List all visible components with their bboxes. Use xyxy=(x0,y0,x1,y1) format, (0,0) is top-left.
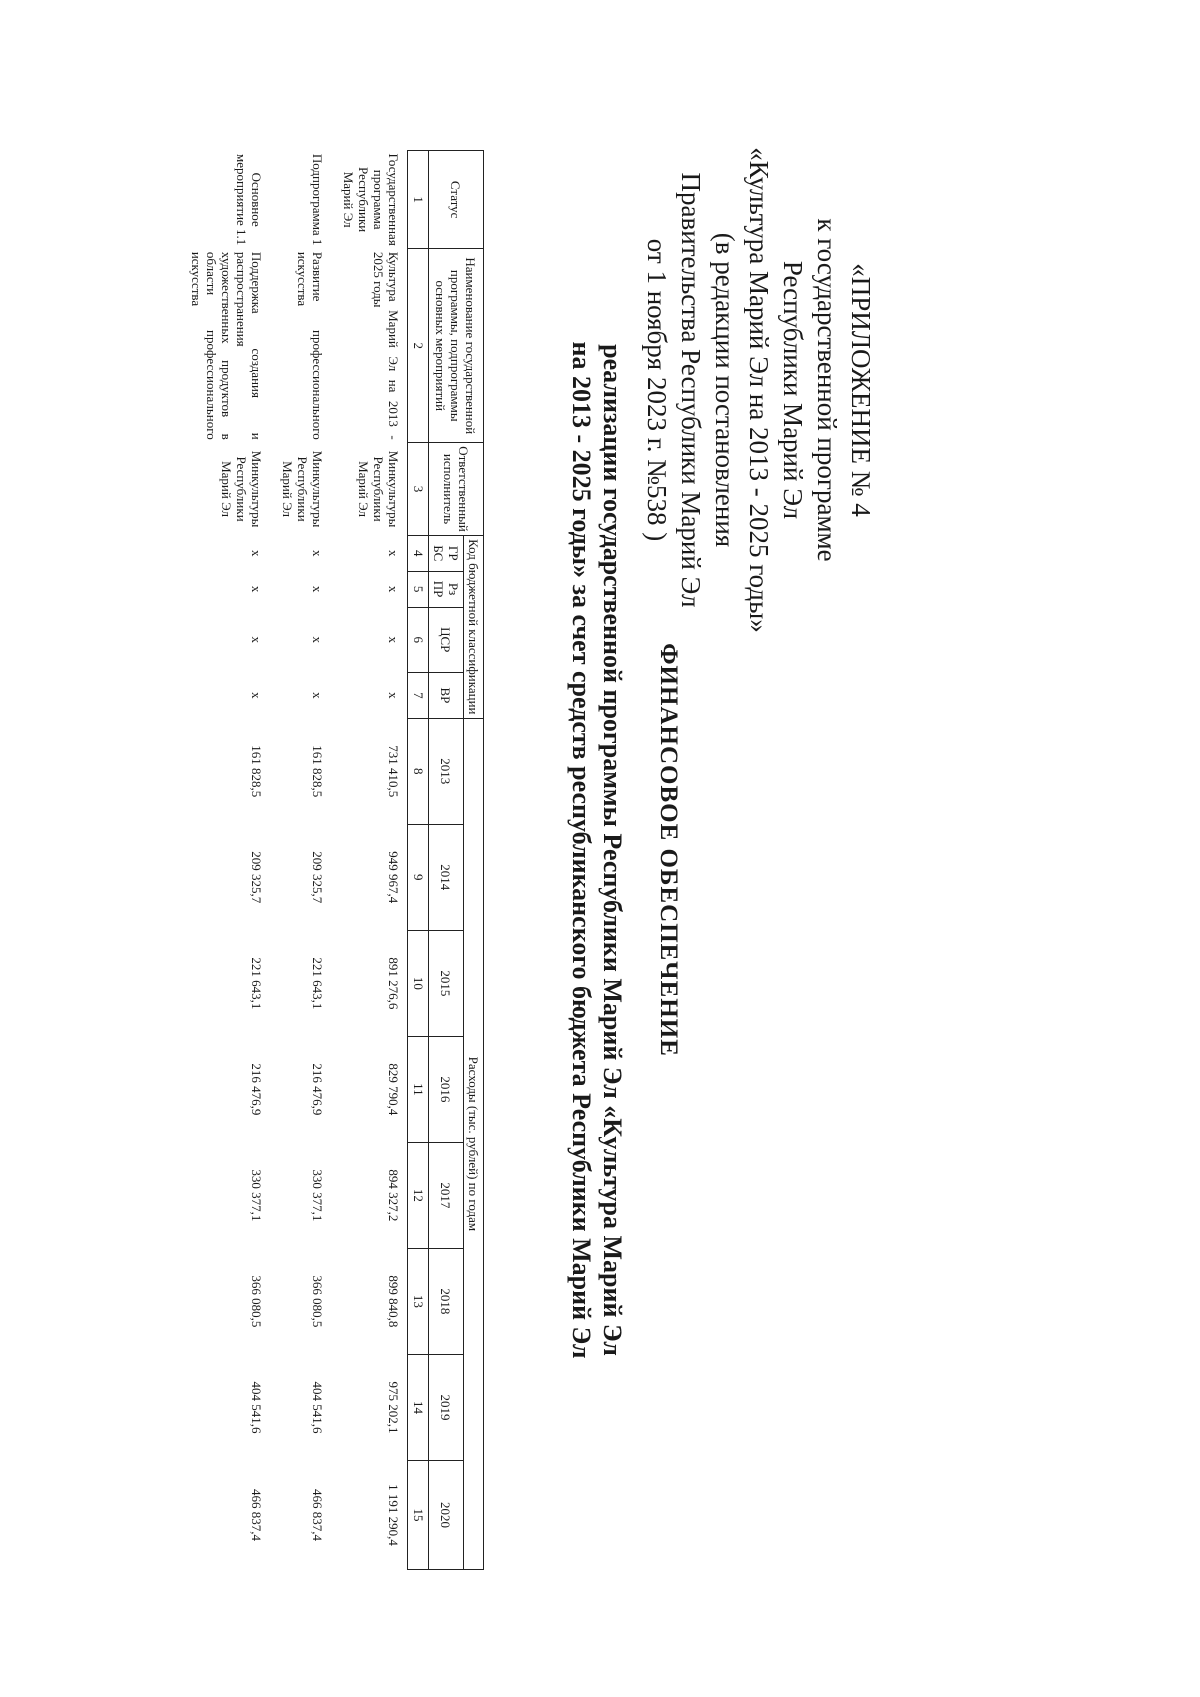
cell-rzpr: х xyxy=(249,585,264,593)
header-code-group: Код бюджетной классификации xyxy=(464,535,484,718)
table-row xyxy=(179,151,270,1570)
cell-value: 949 967,4 xyxy=(386,851,401,904)
cell-value: 899 840,8 xyxy=(386,1275,401,1328)
cell-value: 209 325,7 xyxy=(310,851,325,904)
cell-value: 216 476,9 xyxy=(249,1063,264,1116)
header-csr: ЦСР xyxy=(429,607,464,673)
table-row xyxy=(270,151,331,1570)
header-grbs: ГР БС xyxy=(429,535,464,571)
title-main: ФИНАНСОВОЕ ОБЕСПЕЧЕНИЕ xyxy=(655,643,682,1057)
header-year: 2018 xyxy=(429,1248,464,1354)
column-number: 8 xyxy=(408,718,429,824)
cell-value: 891 276,6 xyxy=(386,957,401,1010)
header-rzpr: Рз ПР xyxy=(429,571,464,607)
cell-status: Подпрограмма 1 xyxy=(310,153,325,246)
title-line-2: на 2013 - 2025 годы» за счет средств республиканского бюджета Республики Марий Эл xyxy=(567,341,596,1359)
cell-value: 221 643,1 xyxy=(249,957,264,1010)
cell-value: 366 080,5 xyxy=(249,1275,264,1328)
cell-csr: х xyxy=(249,636,264,644)
header-vr: ВР xyxy=(429,673,464,719)
table-row xyxy=(331,151,408,1570)
cell-value: 1 191 290,4 xyxy=(386,1484,401,1546)
cell-value: 829 790,4 xyxy=(386,1063,401,1116)
header-year: 2019 xyxy=(429,1354,464,1460)
cell-rzpr: х xyxy=(310,585,325,593)
appendix-line: Республики Марий Эл xyxy=(778,260,808,520)
column-number-row xyxy=(408,151,429,1570)
cell-vr: х xyxy=(386,692,401,699)
cell-value: 404 541,6 xyxy=(310,1381,325,1434)
cell-value: 161 828,5 xyxy=(249,745,264,798)
cell-executor: Минкультуры Республики Марий Эл xyxy=(219,450,264,528)
appendix-line: (в редакции постановления xyxy=(710,232,740,548)
cell-value: 894 327,2 xyxy=(386,1169,401,1222)
column-number: 12 xyxy=(408,1142,429,1248)
financial-table xyxy=(179,150,484,1570)
column-number: 11 xyxy=(408,1036,429,1142)
cell-value: 366 080,5 xyxy=(310,1275,325,1328)
column-number: 7 xyxy=(408,673,429,719)
appendix-line: «Культура Марий Эл на 2013 - 2025 годы» xyxy=(744,147,774,633)
header-year: 2015 xyxy=(429,930,464,1036)
header-year: 2016 xyxy=(429,1036,464,1142)
cell-value: 466 837,4 xyxy=(249,1488,264,1541)
cell-value: 209 325,7 xyxy=(249,851,264,904)
cell-name: Культура Марий Эл на 2013 - 2025 годы xyxy=(371,251,401,440)
column-number: 2 xyxy=(408,249,429,443)
cell-value: 161 828,5 xyxy=(310,745,325,798)
cell-status: Основное мероприятие 1.1 xyxy=(234,154,264,246)
header-year: 2013 xyxy=(429,718,464,824)
appendix-line: «ПРИЛОЖЕНИЕ № 4 xyxy=(846,263,876,517)
document-title xyxy=(566,200,682,1500)
cell-value: 330 377,1 xyxy=(310,1169,325,1222)
appendix-line: от 1 ноября 2023 г. №538 ) xyxy=(642,238,672,542)
appendix-line: Правительства Республики Марий Эл xyxy=(676,172,706,608)
cell-value: 731 410,5 xyxy=(386,745,401,798)
header-year: 2020 xyxy=(429,1460,464,1569)
column-number: 1 xyxy=(408,151,429,249)
cell-vr: х xyxy=(310,692,325,699)
column-number: 14 xyxy=(408,1354,429,1460)
cell-name: Поддержка создания и распространения художественных продуктов в области профессионального искусства xyxy=(189,251,264,440)
cell-value: 221 643,1 xyxy=(310,957,325,1010)
cell-grbs: х xyxy=(310,550,325,557)
column-number: 4 xyxy=(408,535,429,571)
header-status: Статус xyxy=(429,151,484,249)
header-year: 2017 xyxy=(429,1142,464,1248)
title-line-1: реализации государственной программы Республики Марий Эл «Культура Марий Эл xyxy=(598,344,627,1356)
header-expenses-group: Расходы (тыс. рублей) по годам xyxy=(464,718,484,1569)
cell-value: 975 202,1 xyxy=(386,1381,401,1434)
header-executor: Ответственный исполнитель xyxy=(429,443,484,536)
cell-executor: Минкультуры Республики Марий Эл xyxy=(280,450,325,528)
column-number: 6 xyxy=(408,607,429,673)
cell-executor: Минкультуры Республики Марий Эл xyxy=(356,450,401,528)
cell-grbs: х xyxy=(386,550,401,557)
column-number: 3 xyxy=(408,443,429,536)
cell-csr: х xyxy=(310,636,325,644)
column-number: 13 xyxy=(408,1248,429,1354)
cell-rzpr: х xyxy=(386,585,401,593)
cell-vr: х xyxy=(249,692,264,699)
cell-value: 216 476,9 xyxy=(310,1063,325,1116)
header-name: Наименование государственной программы, подпрограммы основных мероприятий xyxy=(429,249,484,443)
cell-name: Развитие профессионального искусства xyxy=(295,251,325,440)
column-number: 15 xyxy=(408,1460,429,1569)
cell-grbs: х xyxy=(249,550,264,557)
column-number: 10 xyxy=(408,930,429,1036)
cell-status: Государственная программа Республики Марий Эл xyxy=(341,153,401,246)
appendix-line: к государственной программе xyxy=(812,218,842,562)
cell-value: 330 377,1 xyxy=(249,1169,264,1222)
cell-value: 404 541,6 xyxy=(249,1381,264,1434)
column-number: 9 xyxy=(408,824,429,930)
column-number: 5 xyxy=(408,571,429,607)
header-year: 2014 xyxy=(429,824,464,930)
cell-csr: х xyxy=(386,636,401,644)
cell-value: 466 837,4 xyxy=(310,1488,325,1541)
